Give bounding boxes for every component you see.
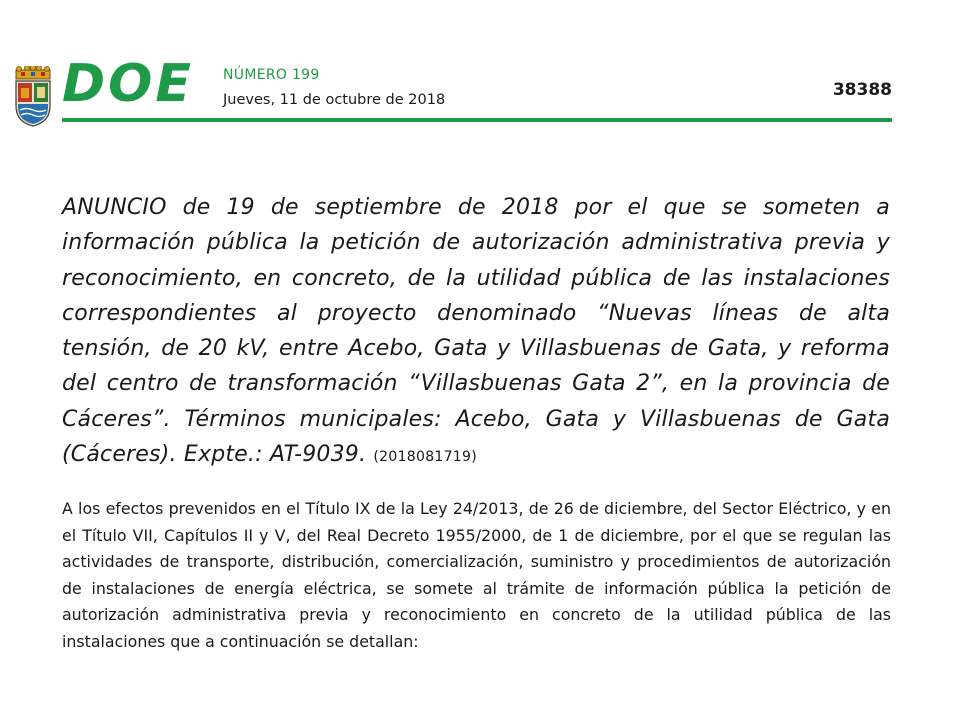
announcement-reference: (2018081719) (373, 449, 477, 466)
body-paragraph: A los efectos prevenidos en el Título IX de la Ley 24/2013, de 26 de diciembre, del Sector Eléctrico, y en el Título VII, Capítulos II y V, del Real Decreto 1955/2000, de 1 de diciembre, por el que se regulan las actividades de transporte, distribución, comercialización, suministro y procedimientos de autorización de instalaciones de energía eléctrica, se somete al trámite de información pública la petición de autorización administrativa previa y reconocimiento en concreto de la utilidad pública de las instalaciones que a continuación se detallan: (62, 499, 891, 651)
page-header (12, 54, 892, 122)
header-divider (62, 118, 892, 122)
page-number: 38388 (832, 80, 892, 100)
doe-logo: DOE (62, 54, 194, 114)
coat-of-arms-icon (12, 66, 54, 128)
issue-number: NÚMERO 199 (223, 67, 320, 83)
announcement-title (62, 190, 890, 475)
announcement-title-text: ANUNCIO de 19 de septiembre de 2018 por el que se someten a información pública la petición de autorización administrativa previa y reconocimiento, en concreto, de la utilidad pública de las instalaciones correspondientes al proyecto denominado “Nuevas líneas de alta tensión, de 20 kV, entre Acebo, Gata y Villasbuenas de Gata, y reforma del centro de transformación “Villasbuenas Gata 2”, en la provincia de Cáceres”. Términos municipales: Acebo, Gata y Villasbuenas de Gata (Cáceres). Expte.: AT-9039. (62, 195, 890, 468)
issue-date: Jueves, 11 de octubre de 2018 (223, 92, 446, 108)
